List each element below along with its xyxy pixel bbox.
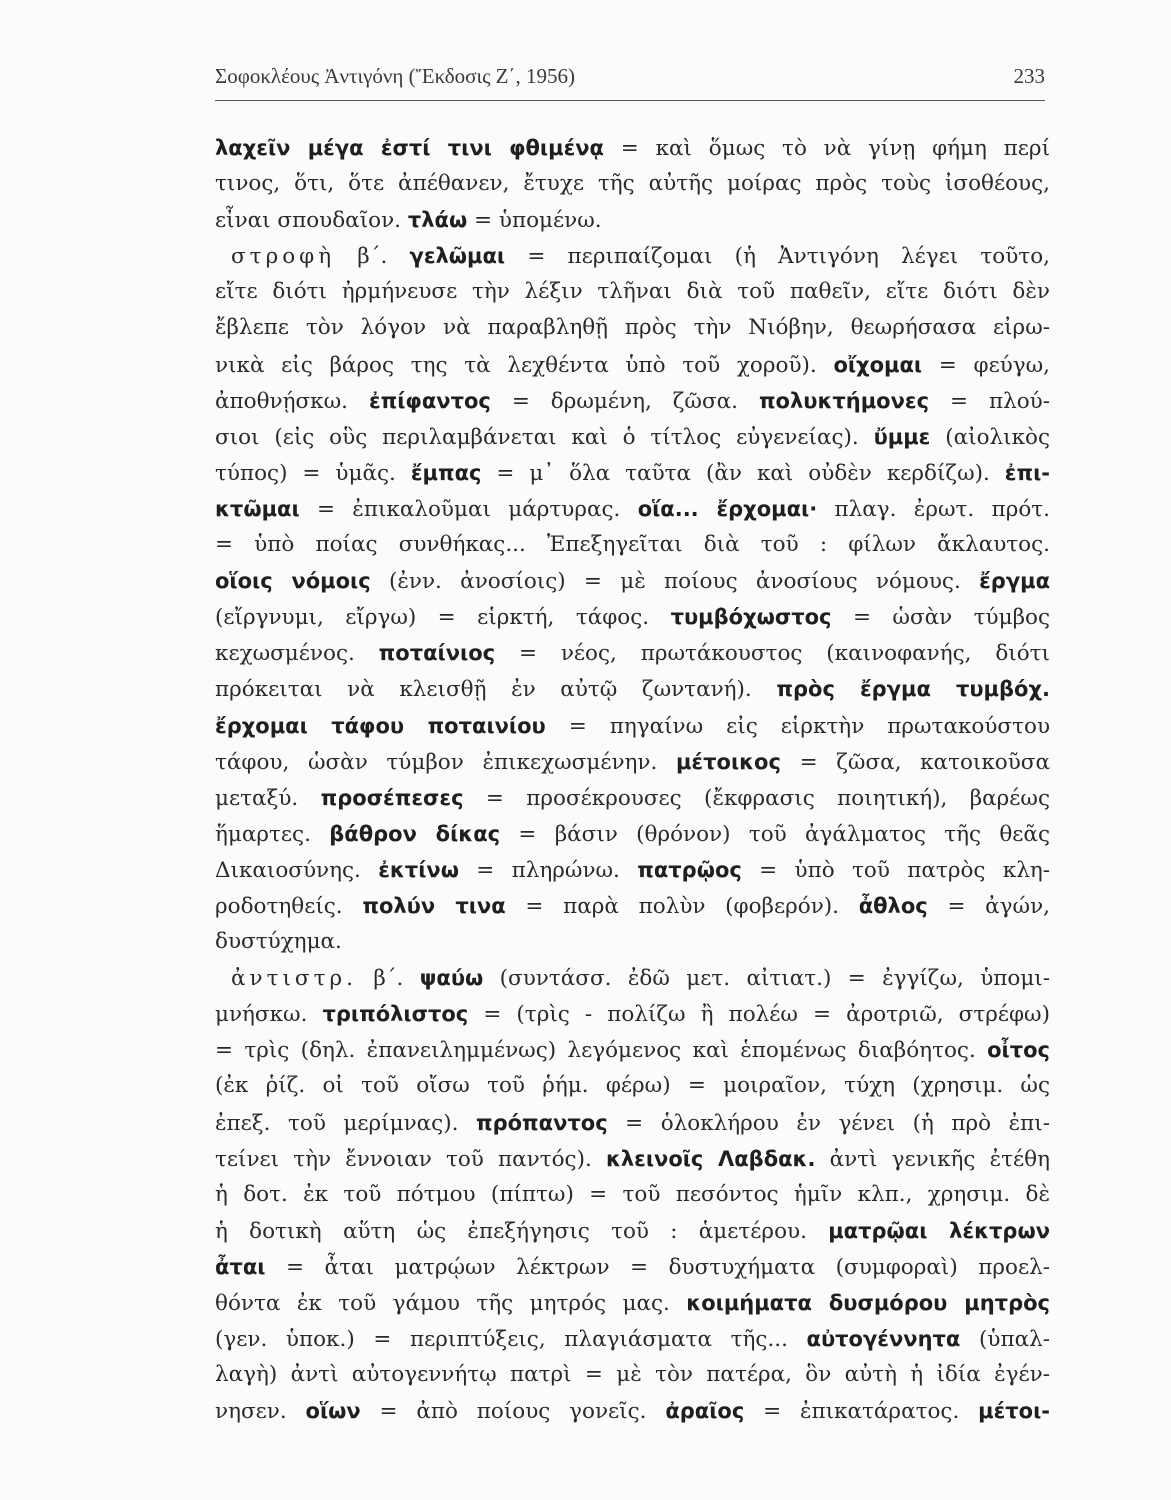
gloss-text: μεταξύ. — [215, 785, 321, 811]
text-line — [215, 130, 1050, 166]
running-title: Σοφοκλέους Ἀντιγόνη (Ἔκδοσις Ζ΄, 1956) — [215, 64, 575, 88]
text-line — [215, 708, 1050, 744]
gloss-text: τύπος) = ὑμᾶς. — [215, 460, 411, 486]
gloss-text: β΄. — [356, 966, 420, 992]
gloss-text: τάφου, ὡσὰν τύμβον ἐπικεχωσμένην. — [215, 749, 676, 775]
headword: κτῶμαι — [215, 496, 300, 521]
headword: μέτοικος — [675, 749, 781, 774]
headword: οἵων — [305, 1399, 361, 1424]
gloss-text: εἴτε διότι ἠρμήνευσε τὴν λέξιν τλῆναι διὰ τοῦ παθεῖν, εἴτε διότι δὲν — [215, 279, 1050, 305]
text-line — [215, 563, 1050, 599]
gloss-text: = προσέκρουσες (ἔκφρασις ποιητική), βαρέως — [463, 785, 1050, 811]
text-line — [215, 888, 1050, 924]
gloss-text: ἥμαρτες. — [215, 821, 330, 847]
text-line — [215, 455, 1050, 491]
gloss-text: = ἐπικαλοῦμαι μάρτυρας. — [299, 496, 638, 522]
gloss-text: μνήσκω. — [215, 1002, 323, 1028]
gloss-text: ἡ δοτικὴ αὕτη ὡς ἐπεξήγησις τοῦ : ἁμετέρου. — [215, 1218, 829, 1244]
headword: πολύν τινα — [362, 893, 506, 918]
headword: ποταίνιος — [378, 641, 496, 666]
gloss-text: = καὶ ὅμως τὸ νὰ γίνῃ φήμη περί — [604, 136, 1050, 161]
text-line — [215, 1285, 1050, 1321]
text-line — [215, 383, 1050, 419]
headword: ἔμπας — [410, 460, 482, 485]
headword: τυμβόχωστος — [670, 605, 832, 630]
gloss-text: (γεν. ὑποκ.) = περιπτύξεις, πλαγιάσματα τῆς... — [215, 1327, 807, 1353]
headword: ἐπι- — [1004, 460, 1050, 485]
text-line — [215, 527, 1050, 563]
headword: ἆθλος — [858, 893, 928, 918]
gloss-text: = ὑπομένω. — [467, 208, 602, 234]
headword: αὐτογέννητα — [806, 1327, 961, 1352]
text-line — [215, 1141, 1050, 1177]
text-line — [215, 238, 1050, 274]
headword: οἶτος — [987, 1038, 1050, 1063]
gloss-text: λαγὴ) ἀντὶ αὐτογεννήτῳ πατρὶ = μὲ τὸν πατέρα, ὃν αὐτὴ ἡ ἰδία ἐγέν- — [215, 1362, 1050, 1388]
gloss-text: πρόκειται νὰ κλεισθῇ ἐν αὐτῷ ζωντανή). — [215, 677, 777, 703]
headword: ἐπίφαντος — [368, 388, 491, 413]
gloss-text: β΄. — [335, 244, 410, 270]
gloss-text: = ἀγών, — [927, 893, 1050, 919]
text-line — [215, 852, 1050, 888]
text-line — [215, 599, 1050, 635]
gloss-text: τινος, ὅτι, ὅτε ἀπέθανεν, ἔτυχε τῆς αὐτῆς μοίρας πρὸς τοὺς ἰσοθέους, — [215, 171, 1050, 197]
gloss-text: ἔβλεπε τὸν λόγον νὰ παραβληθῇ πρὸς τὴν Νιόβην, θεωρήσασα εἰρω- — [215, 315, 1050, 341]
text-line — [215, 347, 1050, 383]
gloss-text: (ἐνν. ἀνοσίοις) = μὲ ποίους ἀνοσίους νόμους. — [370, 569, 980, 595]
headword: κλεινοῖς Λαβδακ. — [605, 1146, 816, 1171]
text-line — [215, 960, 1050, 996]
gloss-text: = φεύγω, — [922, 352, 1050, 378]
headword: πρὸς ἔργμα τυμβόχ. — [776, 677, 1050, 702]
gloss-text: = ἆται ματρῴων λέκτρων = δυστυχήματα (συμφοραὶ) προελ- — [265, 1254, 1050, 1280]
text-line — [215, 924, 1050, 960]
gloss-text: ἀντὶ γενικῆς ἐτέθη — [815, 1146, 1050, 1172]
gloss-text: εἶναι σπουδαῖον. — [215, 208, 408, 234]
gloss-text: = μ᾿ ὅλα ταῦτα (ἂν καὶ οὐδὲν κερδίζω). — [481, 460, 1005, 486]
text-line — [215, 202, 1050, 238]
gloss-text: τείνει τὴν ἔννοιαν τοῦ παντός). — [215, 1146, 606, 1172]
gloss-text: (συντάσσ. ἐδῶ μετ. αἰτιατ.) = ἐγγίζω, ὑπομι- — [483, 966, 1050, 992]
gloss-text: σιοι (εἰς οὓς περιλαμβάνεται καὶ ὁ τίτλος εὐγενείας). — [215, 424, 874, 450]
headword: ὔμμε — [873, 424, 931, 449]
headword: ἔργμα — [979, 569, 1050, 594]
gloss-text: = ὑπὸ ποίας συνθήκας... Ἐπεξηγεῖται διὰ τοῦ : φίλων ἄκλαυτος. — [215, 532, 1050, 558]
gloss-text: = ὑπὸ τοῦ πατρὸς κλη- — [741, 857, 1050, 883]
text-line — [215, 491, 1050, 527]
headword: βάθρον δίκας — [329, 821, 501, 846]
header-rule — [215, 100, 1045, 101]
gloss-text: (ὑπαλ- — [960, 1327, 1050, 1353]
headword: προσέπεσες — [320, 785, 464, 810]
headword: οἴχομαι — [833, 352, 923, 377]
gloss-text: θόντα ἐκ τοῦ γάμου τῆς μητρός μας. — [215, 1291, 687, 1316]
headword: οἵοις νόμοις — [215, 569, 371, 594]
text-line — [215, 996, 1050, 1032]
gloss-text: κεχωσμένος. — [215, 641, 379, 667]
gloss-text: = πληρώνω. — [458, 857, 638, 883]
headword: οἵα... ἔρχομαι· — [637, 496, 818, 521]
headword: πατρῷος — [637, 857, 742, 882]
text-line — [215, 780, 1050, 816]
gloss-text: = περιπαίζομαι (ἡ Ἀντιγόνη λέγει τοῦτο, — [505, 244, 1050, 270]
gloss-text: = πλού- — [929, 388, 1050, 414]
headword: ἐκτίνω — [378, 857, 459, 882]
text-line — [215, 1105, 1050, 1141]
headword: κοιμήματα δυσμόρου μητρὸς — [686, 1291, 1050, 1315]
text-line — [215, 1357, 1050, 1393]
gloss-text: = πηγαίνω εἰς εἱρκτὴν πρωτακούστου — [545, 713, 1050, 739]
headword: λαχεῖν μέγα ἐστί τινι φθιμένᾳ — [215, 136, 604, 160]
headword: ψαύω — [419, 966, 484, 991]
gloss-text: πλαγ. ἐρωτ. πρότ. — [817, 496, 1050, 522]
text-line — [215, 671, 1050, 707]
gloss-text: = (τρὶς - πολίζω ἢ πολέω = ἀροτριῶ, στρέφω) — [468, 1002, 1050, 1028]
text-line — [215, 310, 1050, 346]
gloss-text: (εἴργνυμι, εἴργω) = εἱρκτή, τάφος. — [215, 605, 671, 631]
section-label: στροφὴ — [231, 244, 336, 270]
text-line — [215, 816, 1050, 852]
headword: πρόπαντος — [475, 1110, 608, 1135]
headword: ἀραῖος — [665, 1399, 745, 1424]
gloss-text: = νέος, πρωτάκουστος (καινοφανής, διότι — [495, 641, 1050, 667]
headword: μέτοι- — [978, 1399, 1050, 1424]
text-line — [215, 166, 1050, 202]
headword: γελῶμαι — [409, 244, 506, 269]
gloss-text: = βάσιν (θρόνον) τοῦ ἀγάλματος τῆς θεᾶς — [500, 821, 1050, 847]
gloss-text: (αἰολικὸς — [930, 424, 1050, 450]
gloss-text: = ἀπὸ ποίους γονεῖς. — [360, 1399, 666, 1425]
text-line — [215, 1177, 1050, 1213]
gloss-text: = ὁλοκλήρου ἐν γένει (ἡ πρὸ ἐπι- — [607, 1110, 1050, 1136]
text-line — [215, 1249, 1050, 1285]
text-line — [215, 1213, 1050, 1249]
text-line — [215, 274, 1050, 310]
gloss-text: = παρὰ πολὺν (φοβερόν). — [505, 893, 859, 919]
headword: πολυκτήμονες — [758, 388, 930, 413]
text-line — [215, 635, 1050, 671]
gloss-text: νησεν. — [215, 1399, 306, 1425]
text-line — [215, 1068, 1050, 1104]
gloss-text: ροδοτηθείς. — [215, 893, 363, 919]
gloss-text: = τρὶς (δηλ. ἐπανειλημμένως) λεγόμενος καὶ ἑπομένως διαβόητος. — [215, 1038, 988, 1064]
text-line — [215, 1393, 1050, 1429]
headword: τριπόλιστος — [322, 1002, 469, 1027]
headword: ματρῷαι λέκτρων — [828, 1218, 1050, 1243]
gloss-text: Δικαιοσύνης. — [215, 857, 379, 883]
gloss-text: = ζῶσα, κατοικοῦσα — [780, 749, 1050, 775]
gloss-text: = ἐπικατάρατος. — [744, 1399, 979, 1425]
gloss-text: = ὡσὰν τύμβος — [831, 605, 1050, 631]
gloss-text: ἡ δοτ. ἐκ τοῦ πότμου (πίπτω) = τοῦ πεσόντος ἡμῖν κλπ., χρησιμ. δὲ — [215, 1181, 1050, 1207]
headword: ἔρχομαι τάφου ποταινίου — [215, 713, 546, 738]
text-line — [215, 419, 1050, 455]
text-line — [215, 1321, 1050, 1357]
headword: τλάω — [407, 208, 468, 233]
text-line — [215, 1032, 1050, 1068]
gloss-text: = δρωμένη, ζῶσα. — [490, 388, 759, 414]
gloss-text: ἀποθνῄσκω. — [215, 388, 369, 414]
gloss-text: νικὰ εἰς βάρος της τὰ λεχθέντα ὑπὸ τοῦ χοροῦ). — [215, 352, 834, 378]
headword: ἆται — [215, 1254, 266, 1279]
commentary-text — [215, 130, 1050, 1429]
gloss-text: (ἐκ ῥίζ. οἰ τοῦ οἴσω τοῦ ῥήμ. φέρω) = μοιραῖον, τύχη (χρησιμ. ὡς — [215, 1073, 1050, 1099]
text-line — [215, 744, 1050, 780]
page-number: 233 — [1013, 64, 1045, 88]
gloss-text: δυστύχημα. — [215, 929, 342, 955]
section-label: ἀντιστρ. — [231, 966, 357, 992]
gloss-text: ἐπεξ. τοῦ μερίμνας). — [215, 1110, 476, 1136]
